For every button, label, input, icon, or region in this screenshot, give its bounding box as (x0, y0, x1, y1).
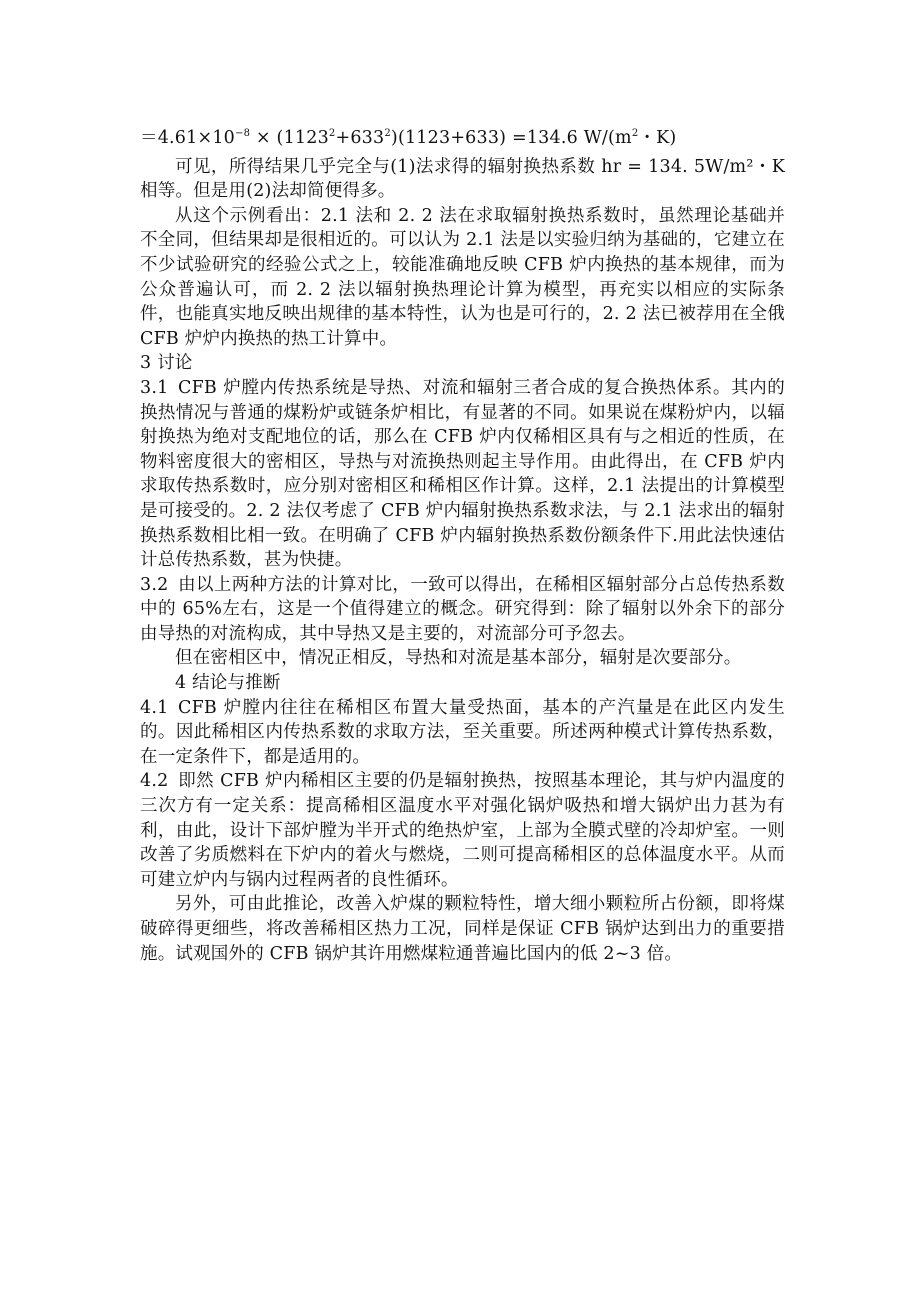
item-text: 即然 CFB 炉内稀相区主要的仍是辐射换热，按照基本理论，其与炉内温度的三次方有一定关系：提高稀相区温度水平对强化锅炉吸热和增大锅炉出力甚为有利，由此，设计下部炉膛为半开式的绝热炉室，上部为全膜式壁的冷却炉室。一则改善了劣质燃料在下炉内的着火与燃烧，二则可提高稀相区的总体温度水平。从而可建立炉内与锅内过程两者的良性循环。 (140, 771, 785, 890)
equation-exponent: −8 (235, 128, 251, 140)
equation-exponent: 2 (384, 128, 391, 140)
equation-exponent: 2 (631, 128, 639, 140)
item-text: CFB 炉膛内往往在稀相区布置大量受热面，基本的产汽量是在此区内发生的。因此稀相区内传热系数的求取方法，至关重要。所述两种模式计算传热系数，在一定条件下，都是适用的。 (140, 697, 785, 767)
item-number: 3.2 (140, 574, 169, 595)
item-number: 4.1 (140, 697, 169, 718)
equation-part: )(1123+633) =134.6 W/(m (390, 128, 632, 148)
item-number: 3.1 (140, 377, 169, 398)
equation-part: ＝4.61×10 (140, 128, 235, 148)
section-4-1 (140, 696, 785, 770)
paragraph-conclusion: 另外，可由此推论，改善入炉煤的颗粒特性，增大细小颗粒所占份额，即将煤破碎得更细些，将改善稀相区热力工况，同样是保证 CFB 锅炉达到出力的重要措施。试观国外的 CFB 锅炉其许用燃煤粒通普遍比国内的低 2~3 倍。 (140, 894, 785, 964)
section-4-heading: 4 结论与推断 (175, 673, 281, 694)
equation-part: × (1123 (250, 128, 329, 148)
item-number: 4.2 (140, 771, 169, 792)
section-3-1 (140, 376, 785, 573)
section-4-2 (140, 769, 785, 892)
document-page (140, 126, 785, 966)
paragraph-result: 可见，所得结果几乎完全与(1)法求得的辐射换热系数 hr = 134. 5W/m²・K 相等。但是用(2)法却简便得多。 (140, 156, 785, 202)
section-3-2 (140, 573, 785, 647)
equation-exponent: 2 (328, 128, 336, 140)
section-3-heading: 3 讨论 (140, 353, 193, 374)
equation-part: +633 (335, 128, 385, 148)
item-text: 由以上两种方法的计算对比，一致可以得出，在稀相区辐射部分占总传热系数中的 65%左右，这是一个值得建立的概念。研究得到：除了辐射以外余下的部分由导热的对流构成，其中导热又是主要的，对流部分可予忽去。 (140, 574, 785, 644)
paragraph-dense-phase: 但在密相区中，情况正相反，导热和对流是基本部分，辐射是次要部分。 (175, 648, 742, 669)
paragraph-example: 从这个示例看出：2.1 法和 2. 2 法在求取辐射换热系数时，虽然理论基础并不全同，但结果却是很相近的。可以认为 2.1 法是以实验归纳为基础的，它建立在不少试验研究的经验公式之上，较能准确地反映 CFB 炉内换热的基本规律，而为公众普遍认可，而 2. 2 法以辐射换热理论计算为模型，再充实以相应的实际条件，也能真实地反映出规律的基本特性，认为也是可行的，2. 2 法已被荐用在全俄 CFB 炉炉内换热的热工计算中。 (140, 205, 785, 349)
equation-part: ・K) (638, 128, 677, 148)
item-text: CFB 炉膛内传热系统是导热、对流和辐射三者合成的复合换热体系。其内的换热情况与普通的煤粉炉或链条炉相比，有显著的不同。如果说在煤粉炉内，以辐射换热为绝对支配地位的话，那么在 CFB 炉内仅稀相区具有与之相近的性质，在物料密度很大的密相区，导热与对流换热则起主导作用。由此得出，在 CFB 炉内求取传热系数时，应分别对密相区和稀相区作计算。这样，2.1 法提出的计算模型是可接受的。2. 2 法仅考虑了 CFB 炉内辐射换热系数求法，与 2.1 法求出的辐射换热系数相比相一致。在明确了 CFB 炉内辐射换热系数份额条件下.用此法快速估计总传热系数，甚为快捷。 (140, 377, 785, 571)
equation-line (140, 126, 785, 151)
